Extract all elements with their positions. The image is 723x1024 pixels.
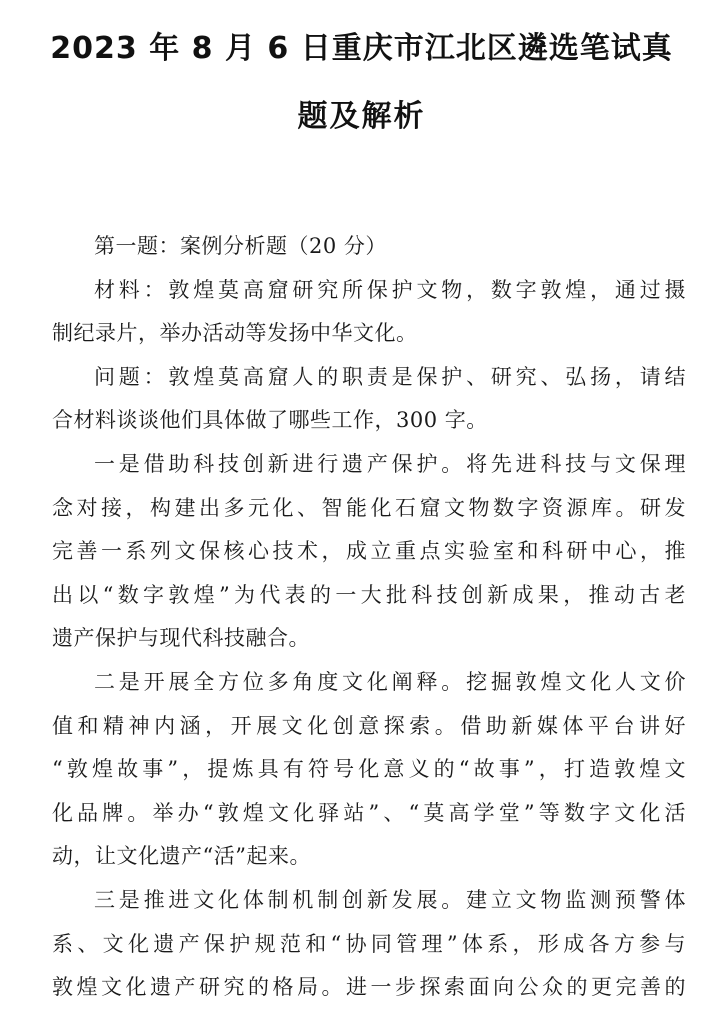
text-line: 系、文化遗产保护规范和“协同管理”体系，形成各方参与: [52, 931, 686, 956]
text-line: 问题：敦煌莫高窟人的职责是保护、研究、弘扬，请结: [94, 364, 686, 389]
text-line: 一是借助科技创新进行遗产保护。将先进科技与文保理: [94, 451, 686, 476]
text-line: 第一题：案例分析题（20 分）: [94, 234, 387, 258]
question-paragraph: [52, 356, 686, 443]
text-line: 化品牌。举办“敦煌文化驿站”、“莫高学堂”等数字文化活: [52, 800, 686, 825]
text-line: 合材料谈谈他们具体做了哪些工作，300 字。: [52, 408, 488, 433]
text-line: 出以“数字敦煌”为代表的一大批科技创新成果，推动古老: [52, 582, 686, 607]
text-line: 敦煌文化遗产研究的格局。进一步探索面向公众的更完善的: [52, 975, 686, 1000]
text-line: “敦煌故事”，提炼具有符号化意义的“故事”，打造敦煌文: [52, 757, 686, 782]
answer-paragraph-2: [52, 661, 686, 879]
text-line: 完善一系列文保核心技术，成立重点实验室和科研中心，推: [52, 539, 686, 564]
text-line: 二是开展全方位多角度文化阐释。挖掘敦煌文化人文价: [94, 669, 686, 694]
text-line: 三是推进文化体制机制创新发展。建立文物监测预警体: [94, 887, 686, 912]
answer-paragraph-1: [52, 443, 686, 661]
question-heading: [52, 225, 686, 269]
document-title-line-1: 2023 年 8 月 6 日重庆市江北区遴选笔试真: [50, 31, 673, 66]
text-line: 念对接，构建出多元化、智能化石窟文物数字资源库。研发: [52, 495, 686, 520]
text-line: 遗产保护与现代科技融合。: [52, 626, 310, 651]
document-body: [52, 225, 686, 1010]
text-line: 材料：敦煌莫高窟研究所保护文物，数字敦煌，通过摄: [94, 277, 686, 302]
text-line: 动，让文化遗产“活”起来。: [52, 844, 311, 869]
material-paragraph: [52, 269, 686, 356]
text-line: 值和精神内涵，开展文化创意探索。借助新媒体平台讲好: [52, 713, 686, 738]
document-title-line-2: 题及解析: [297, 99, 426, 134]
answer-paragraph-3: [52, 879, 686, 1010]
text-line: 制纪录片，举办活动等发扬中华文化。: [52, 321, 418, 346]
